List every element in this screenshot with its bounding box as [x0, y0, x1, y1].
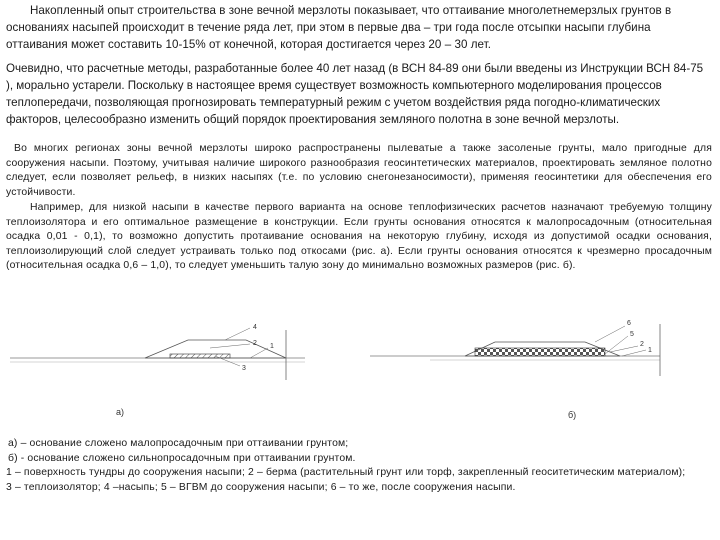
- figure-legend: [6, 437, 712, 495]
- heat-insulator: [170, 354, 230, 358]
- leader-1: [622, 350, 646, 356]
- legend-line-2: 3 – теплоизолятор; 4 –насыпь; 5 – ВГВМ до сооружения насыпи; 6 – то же, после сооружения насыпи.: [6, 481, 516, 493]
- legend-b: б) - основание сложено сильнопросадочным при оттаивании грунтом.: [8, 452, 356, 464]
- leader-5: [605, 336, 628, 354]
- leader-2: [210, 344, 250, 348]
- callout-6: 6: [627, 320, 631, 327]
- callout-3: 3: [242, 365, 246, 372]
- leader-1: [250, 348, 268, 358]
- paragraph-methods: Очевидно, что расчетные методы, разработанные более 40 лет назад (в ВСН 84-89 они были введены из Инструкции ВСН 84-75 ), морально устарели. Поскольку в настоящее время существует возможность компьютерного моделирования процессов теплопередачи, позволяющая прогнозировать температурный режим с учетом воздействия ряда погодно-климатических факторов, целесообразно изменить общий порядок проектирования земляного полотна в зоне вечной мерзлоты.: [6, 62, 704, 126]
- legend-line-1: 1 – поверхность тундры до сооружения насыпи; 2 – берма (растительный грунт или торф, закрепленный геоситетическим материалом);: [6, 467, 686, 478]
- heat-insulator: [475, 348, 605, 356]
- figure-a-diagram: [10, 318, 310, 413]
- callout-4: 4: [253, 324, 257, 331]
- figure-b-diagram: [370, 316, 670, 411]
- figure-a-label: а): [116, 407, 125, 417]
- callout-1: 1: [648, 347, 652, 354]
- callout-1: 1: [270, 343, 274, 350]
- legend-a: а) – основание сложено малопросадочным при оттаивании грунтом;: [8, 438, 349, 449]
- leader-6: [595, 326, 625, 342]
- figure-b-label: б): [568, 410, 577, 420]
- callout-2: 2: [640, 341, 644, 348]
- paragraph-example: Например, для низкой насыпи в качестве первого варианта на основе теплофизических расчетов назначают требуемую толщину теплоизолятора и его оптимальное размещение в конструкции. Если грунты основания относятся к малопросадочным (относительная осадка 0,01 - 0,1), то возможно допустить протаивание основания на некоторую глубину, исходя из допустимой осадки основания, теплоизолирующий слой следует устраивать только под откосами (рис. а). Если грунты основания относятся к чрезмерно просадочным (относительная осадка 0,6 – 1,0), то следует уменьшить талую зону до минимально возможных размеров (рис. б).: [6, 202, 712, 271]
- paragraph-regions: Во многих регионах зоны вечной мерзлоты широко распространены пылеватые а также засоленые грунты, мало пригодные для сооружения насыпи. Поэтому, учитывая наличие широкого разнообразия геосинтетических материалов, проектировать земляное полотно следует, если позволяет рельеф, в низких насыпях (т.е. по условию снегонезаносимости), применяя геосинтетики для обеспечения его устойчивости.: [6, 143, 712, 198]
- paragraph-intro: Накопленный опыт строительства в зоне вечной мерзлоты показывает, что оттаивание многолетнемерзлых грунтов в основаниях насыпей происходит в течение ряда лет, при этом в первые два – три года после отсыпки насыпи глубина оттаивания может составить 10-15% от конечной, которая достигается через 20 – 30 лет.: [6, 4, 672, 51]
- callout-2: 2: [253, 340, 257, 347]
- leader-4: [225, 328, 250, 340]
- callout-5: 5: [630, 331, 634, 338]
